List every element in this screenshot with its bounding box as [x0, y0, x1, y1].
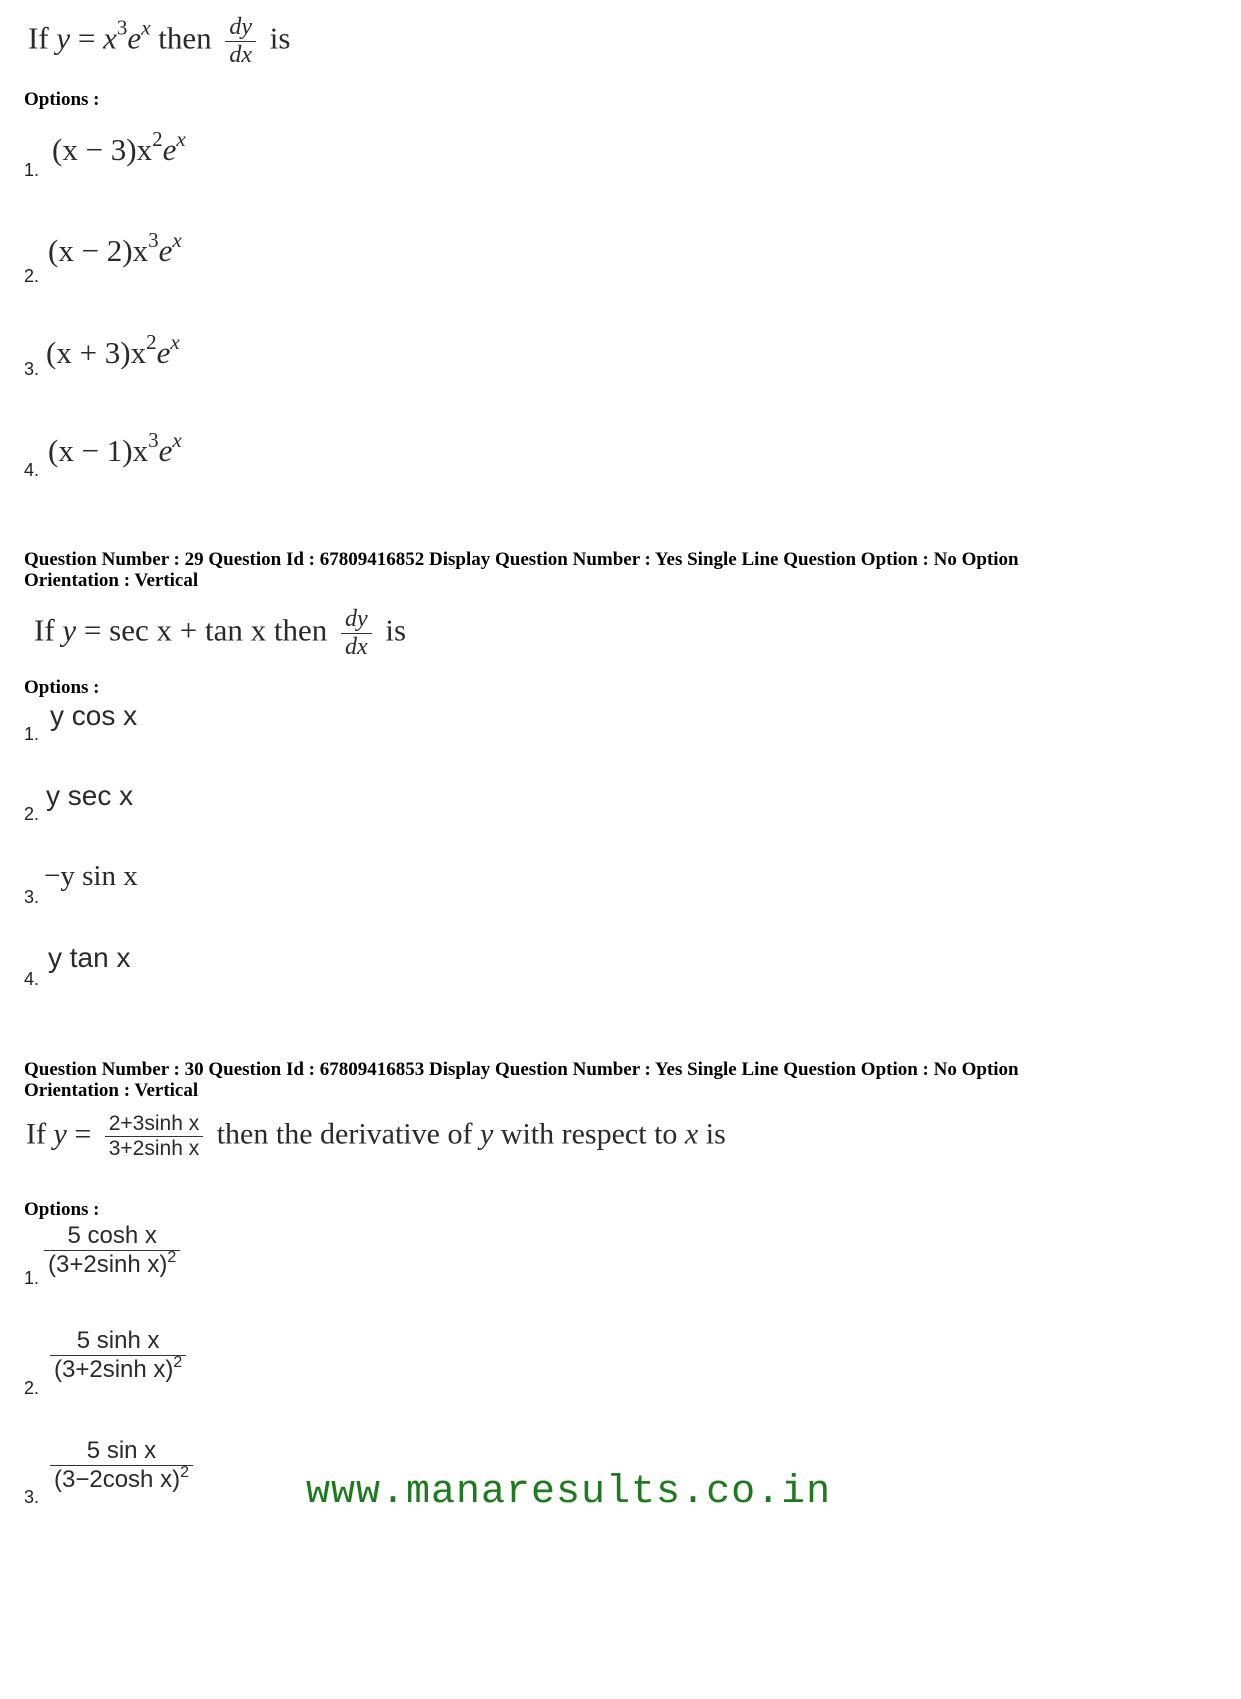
q29-option-3-number: 3. — [24, 887, 40, 907]
q30-option-1-denominator: (3+2sinh x) — [48, 1251, 168, 1278]
q30-stem-tail2: with respect to — [500, 1117, 678, 1151]
q30-option-1-number: 1. — [24, 1268, 40, 1288]
q29-option-1[interactable]: y cos x — [50, 700, 138, 731]
q30-option-3[interactable] — [50, 1437, 193, 1494]
q30-option-3-numerator: 5 sin x — [86, 1437, 157, 1464]
q28-stem-powx: x — [141, 15, 151, 40]
q28-option-4-base: (x − 1)x — [48, 433, 149, 468]
q30-option-2[interactable] — [50, 1327, 186, 1384]
q28-options-label: Options : — [24, 89, 100, 110]
q28-option-4-pow: 3 — [148, 428, 159, 452]
q28-option-1-powx: x — [176, 127, 186, 151]
q30-stem-denominator: 3+2sinh x — [105, 1136, 203, 1161]
q29-stem-eq: = — [83, 612, 102, 648]
q28-option-2-pow: 3 — [148, 228, 159, 252]
q30-option-3-pow: 2 — [180, 1464, 189, 1481]
q28-option-2-e: e — [158, 233, 173, 268]
q29-dx: dx — [341, 633, 372, 661]
q29-option-4-number: 4. — [24, 969, 40, 989]
q28-option-3-base: (x + 3)x — [46, 335, 147, 370]
q28-stem-then: then — [158, 20, 212, 56]
q28-stem-is: is — [269, 20, 291, 56]
q28-stem-e: e — [127, 20, 142, 56]
q30-stem-y2: y — [479, 1117, 494, 1151]
q29-stem-if: If — [34, 612, 55, 648]
q28-option-2-number: 2. — [24, 266, 40, 286]
q30-stem-tail: then the derivative of — [216, 1117, 473, 1151]
q30-option-2-denominator: (3+2sinh x) — [54, 1356, 174, 1383]
q30-option-2-fraction — [50, 1327, 186, 1384]
q30-option-3-number: 3. — [24, 1487, 40, 1507]
q30-option-1-fraction — [44, 1222, 180, 1279]
q29-option-1-number: 1. — [24, 724, 40, 744]
q28-option-3-pow: 2 — [146, 330, 157, 354]
q30-meta-line1: Question Number : 30 Question Id : 67809416853 Display Question Number : Yes Single Line Question Option : No Option — [24, 1059, 1019, 1080]
q28-stem-y: y — [56, 20, 71, 56]
q29-dy: dy — [344, 606, 368, 632]
q28-dx: dx — [225, 41, 256, 69]
q28-option-1-number: 1. — [24, 160, 40, 180]
q30-meta-line2: Orientation : Vertical — [24, 1080, 199, 1101]
q29-option-4[interactable]: y tan x — [48, 942, 131, 973]
q30-stem-is: is — [705, 1117, 726, 1151]
q30-stem-y: y — [53, 1117, 67, 1151]
q30-option-3-fraction — [50, 1437, 193, 1494]
q29-option-2[interactable]: y sec x — [46, 780, 134, 811]
q29-dydx — [341, 606, 372, 661]
q28-stem-x: x — [103, 20, 117, 56]
q28-option-3[interactable] — [46, 330, 180, 371]
q30-option-1[interactable] — [44, 1222, 180, 1279]
q29-stem-is: is — [385, 612, 407, 648]
q28-option-3-e: e — [156, 335, 171, 370]
q28-option-3-powx: x — [170, 330, 180, 354]
watermark-url: www.manaresults.co.in — [306, 1470, 832, 1515]
q28-dy: dy — [229, 14, 253, 40]
q28-option-3-number: 3. — [24, 359, 40, 379]
q30-stem-eq: = — [74, 1117, 92, 1151]
q30-stem-x: x — [684, 1117, 699, 1151]
q30-stem-fraction — [105, 1112, 203, 1161]
q28-stem-pow: 3 — [116, 15, 128, 40]
q30-option-1-pow: 2 — [167, 1249, 177, 1266]
q29-option-2-number: 2. — [24, 804, 40, 824]
q29-meta-line2: Orientation : Vertical — [24, 570, 199, 591]
q28-stem — [28, 14, 290, 69]
q30-option-2-number: 2. — [24, 1378, 40, 1398]
q28-option-2-powx: x — [172, 228, 182, 252]
q30-option-2-numerator: 5 sinh x — [76, 1327, 160, 1354]
q29-meta-line1: Question Number : 29 Question Id : 67809416852 Display Question Number : Yes Single Line Question Option : No Option — [24, 549, 1019, 570]
q30-meta — [24, 1059, 1204, 1101]
q28-option-4-number: 4. — [24, 460, 40, 480]
q28-option-2[interactable] — [48, 228, 182, 269]
q28-stem-if: If — [28, 20, 49, 56]
q30-stem — [26, 1112, 726, 1161]
q30-options-label: Options : — [24, 1199, 100, 1220]
q30-option-3-denominator: (3−2cosh x) — [54, 1466, 181, 1493]
q29-options-label: Options : — [24, 677, 100, 698]
q28-dydx — [225, 14, 256, 69]
q28-option-4-powx: x — [172, 428, 182, 452]
q28-option-1-pow: 2 — [152, 127, 163, 151]
q29-meta — [24, 549, 1204, 591]
q28-option-4-e: e — [158, 433, 173, 468]
q30-stem-numerator: 2+3sinh x — [108, 1112, 200, 1135]
q28-option-1-e: e — [162, 132, 177, 167]
q29-option-3[interactable]: −y sin x — [44, 860, 138, 892]
q29-stem-then: then — [273, 612, 328, 648]
q30-option-1-numerator: 5 cosh x — [67, 1222, 157, 1249]
q30-stem-if: If — [26, 1117, 46, 1151]
q28-option-1[interactable] — [52, 127, 186, 168]
q28-option-1-base: (x − 3)x — [52, 132, 153, 167]
q28-option-2-base: (x − 2)x — [48, 233, 149, 268]
q29-stem-y: y — [62, 612, 77, 648]
q29-stem-rhs: sec x + tan x — [109, 612, 267, 648]
q28-stem-eq: = — [77, 20, 96, 56]
q30-option-2-pow: 2 — [173, 1354, 183, 1371]
q28-option-4[interactable] — [48, 428, 182, 469]
q29-stem — [34, 606, 406, 661]
